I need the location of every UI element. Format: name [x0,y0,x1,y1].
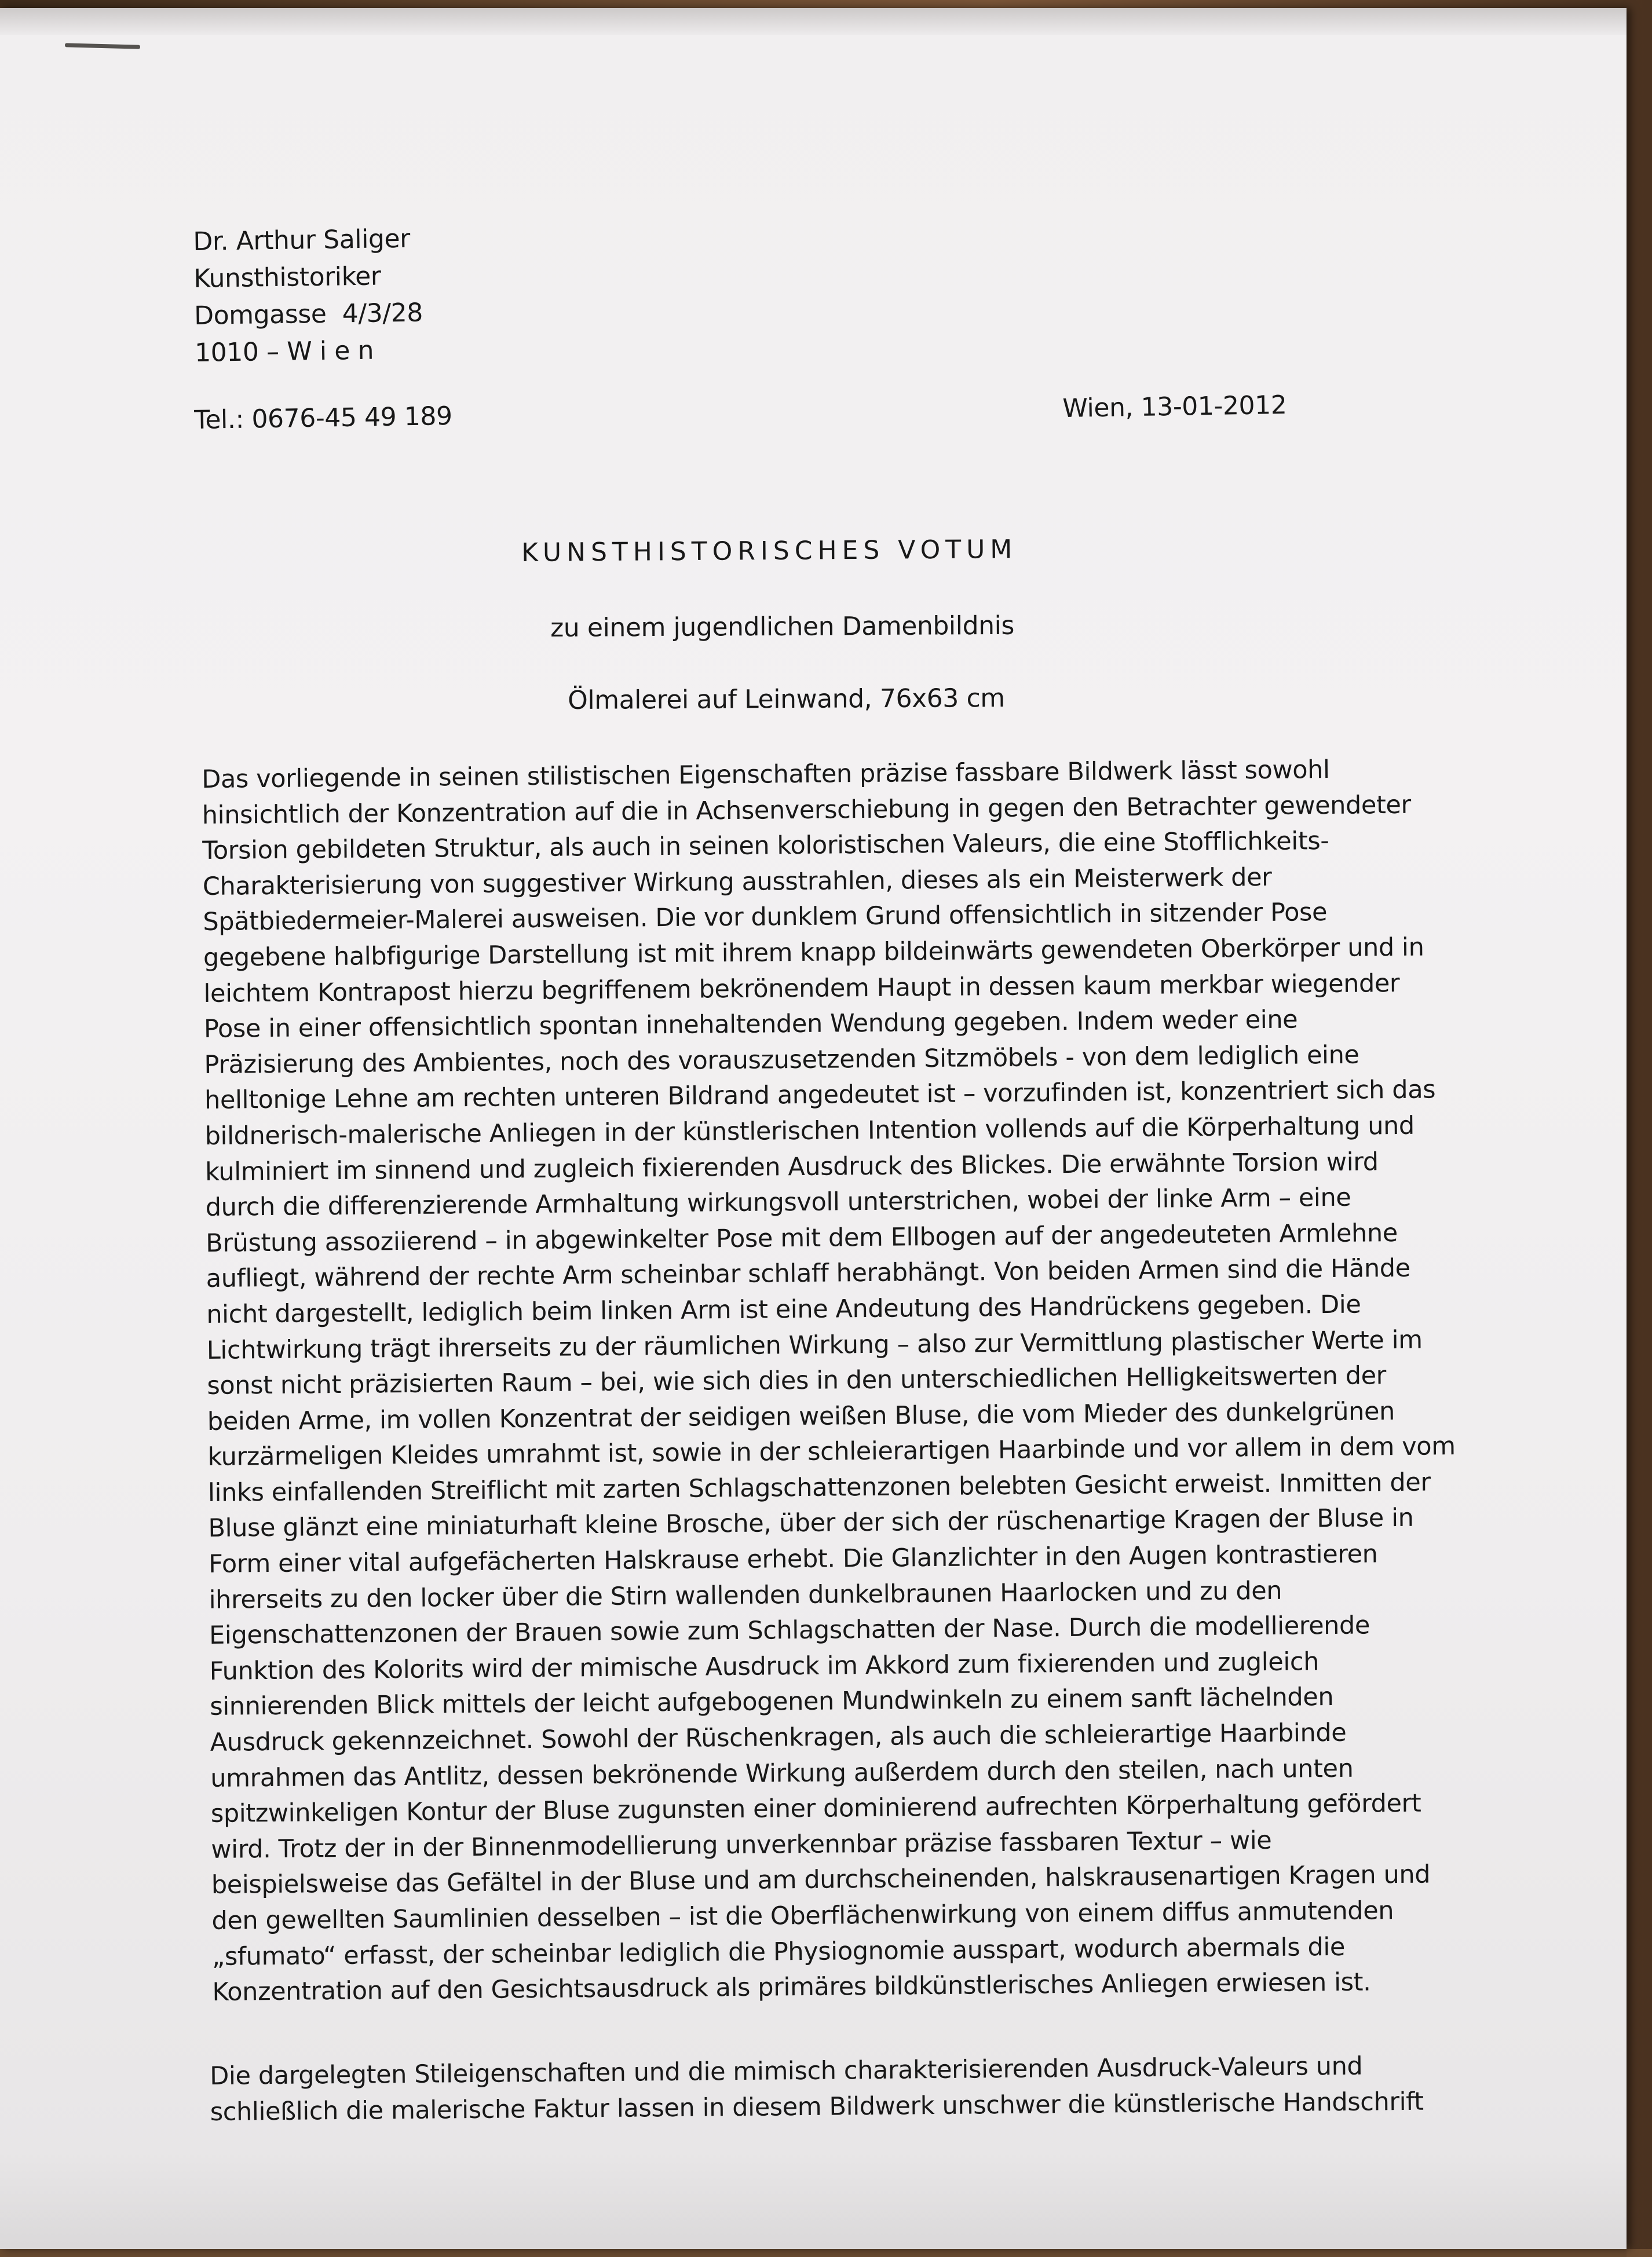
text-line: spitzwinkeligen Kontur der Bluse zugunsten einer dominierend aufrechten Körperhaltung gefördert [210,1788,1421,1829]
text-line: Brüstung assoziierend – in abgewinkelter Pose mit dem Ellbogen auf der angedeuteten Armlehne [206,1218,1398,1258]
text-line: Ausdruck gekennzeichnet. Sowohl der Rüschenkragen, als auch die schleierartige Haarbinde [210,1718,1347,1757]
sender-profession: Kunsthistoriker [193,261,381,294]
closing-paragraph [210,2047,1456,2130]
text-line: Spätbiedermeier-Malerei ausweisen. Die vor dunklem Grund offensichtlich in sitzender Pose [203,898,1328,937]
text-line: ihrerseits zu den locker über die Stirn wallenden dunkelbraunen Haarlocken und zu den [209,1576,1282,1615]
text-line: wird. Trotz der in der Binnenmodellierung unverkennbar präzise fassbaren Textur – wie [211,1826,1272,1864]
text-line: hinsichtlich der Konzentration auf die in Achsenverschiebung in gegen den Betrachter gewendeter [202,790,1411,830]
text-line: sinnierenden Blick mittels der leicht aufgebogenen Mundwinkeln zu einem sanft lächelnden [210,1682,1334,1722]
text-line: beiden Arme, im vollen Konzentrat der seidigen weißen Bluse, die vom Mieder des dunkelgrünen [207,1396,1395,1436]
text-line: Konzentration auf den Gesichtsausdruck als primäres bildkünstlerisches Anliegen erwiesen ist. [212,1967,1371,2007]
text-line: Funktion des Kolorits wird der mimische Ausdruck im Akkord zum fixierenden und zugleich [209,1647,1320,1686]
text-line: Das vorliegende in seinen stilistischen Eigenschaften präzise fassbare Bildwerk lässt sowohl [202,755,1330,794]
text-line: beispielsweise das Gefältel in der Bluse und am durchscheinenden, halskrausenartigen Kragen und [211,1860,1431,1900]
paper-top-edge [0,8,1627,35]
sender-street: Domgasse 4/3/28 [193,298,423,331]
text-line: Form einer vital aufgefächerten Halskrause erhebt. Die Glanzlichter in den Augen kontrastieren [208,1539,1378,1579]
letter-date: Wien, 13-01-2012 [1062,390,1287,423]
sender-name: Dr. Arthur Saliger [193,224,411,257]
document-title: KUNSTHISTORISCHES VOTUM [521,535,1018,568]
text-line: gegebene halbfigurige Darstellung ist mit ihrem knapp bildeinwärts gewendeten Oberkörper und in [203,932,1424,972]
text-line: Bluse glänzt eine miniaturhaft kleine Brosche, über der sich der rüschenartige Kragen der Bluse in [208,1504,1414,1543]
document-page [0,8,1627,2249]
text-line: umrahmen das Antlitz, dessen bekrönende Wirkung außerdem durch den steilen, nach unten [210,1754,1354,1793]
text-line: leichtem Kontrapost hierzu begriffenem bekrönendem Haupt in dessen kaum merkbar wiegender [203,968,1400,1008]
text-line: sonst nicht präzisierten Raum – bei, wie sich dies in den unterschiedlichen Helligkeitswerten der [207,1361,1387,1401]
text-line: kulminiert im sinnend und zugleich fixierenden Ausdruck des Blickes. Die erwähnte Torsion wird [204,1147,1379,1187]
staple-mark [65,43,140,49]
text-line: bildnerisch-malerische Anliegen in der künstlerischen Intention vollends auf die Körperhaltung und [204,1111,1415,1151]
body-paragraph [202,751,1458,2010]
text-line: „sfumato“ erfasst, der scheinbar lediglich die Physiognomie ausspart, wodurch abermals die [211,1932,1346,1971]
text-line: Lichtwirkung trägt ihrerseits zu der räumlichen Wirkung – also zur Vermittlung plastischer Werte im [206,1325,1423,1365]
text-line: nicht dargestellt, lediglich beim linken Arm ist eine Andeutung des Handrückens gegeben. Die [206,1290,1361,1329]
sender-address-block [193,220,423,371]
text-line: Die dargelegten Stileigenschaften und die mimisch charakterisierenden Ausdruck-Valeurs und [210,2051,1363,2091]
sender-phone: Tel.: 0676-45 49 189 [194,401,453,435]
text-line: Präzisierung des Ambientes, noch des vorauszusetzenden Sitzmöbels - von dem lediglich eine [204,1040,1359,1080]
document-subtitle: zu einem jugendlichen Damenbildnis [550,610,1015,643]
text-line: Torsion gebildeten Struktur, als auch in seinen koloristischen Valeurs, die eine Stofflichkeits- [202,826,1329,866]
text-line: helltonige Lehne am rechten unteren Bildrand angedeutet ist – vorzufinden ist, konzentriert sich das [204,1075,1436,1115]
text-line: schließlich die malerische Faktur lassen in diesem Bildwerk unschwer die künstlerische Handschrift [210,2087,1424,2127]
text-line: Pose in einer offensichtlich spontan innehaltenden Wendung gegeben. Indem weder eine [203,1005,1298,1044]
text-line: kurzärmeligen Kleides umrahmt ist, sowie in der schleierartigen Haarbinde und vor allem in dem vom [207,1432,1456,1472]
text-line: Charakterisierung von suggestiver Wirkung ausstrahlen, dieses als ein Meisterwerk der [202,862,1272,901]
artwork-medium: Ölmalerei auf Leinwand, 76x63 cm [568,683,1005,715]
text-line: durch die differenzierende Armhaltung wirkungsvoll unterstrichen, wobei der linke Arm – eine [205,1183,1351,1223]
text-line: links einfallenden Streiflicht mit zarten Schlagschattenzonen belebten Gesicht erweist. Inmitten der [207,1468,1431,1508]
page-bottom-shadow [0,2151,1627,2257]
text-line: Eigenschattenzonen der Brauen sowie zum Schlagschatten der Nase. Durch die modellierende [209,1611,1370,1651]
text-line: den gewellten Saumlinien desselben – ist die Oberflächenwirkung von einem diffus anmutenden [211,1896,1394,1936]
sender-city: 1010 – W i e n [194,335,374,368]
text-line: aufliegt, während der rechte Arm scheinbar schlaff herabhängt. Von beiden Armen sind die Hände [206,1254,1410,1294]
